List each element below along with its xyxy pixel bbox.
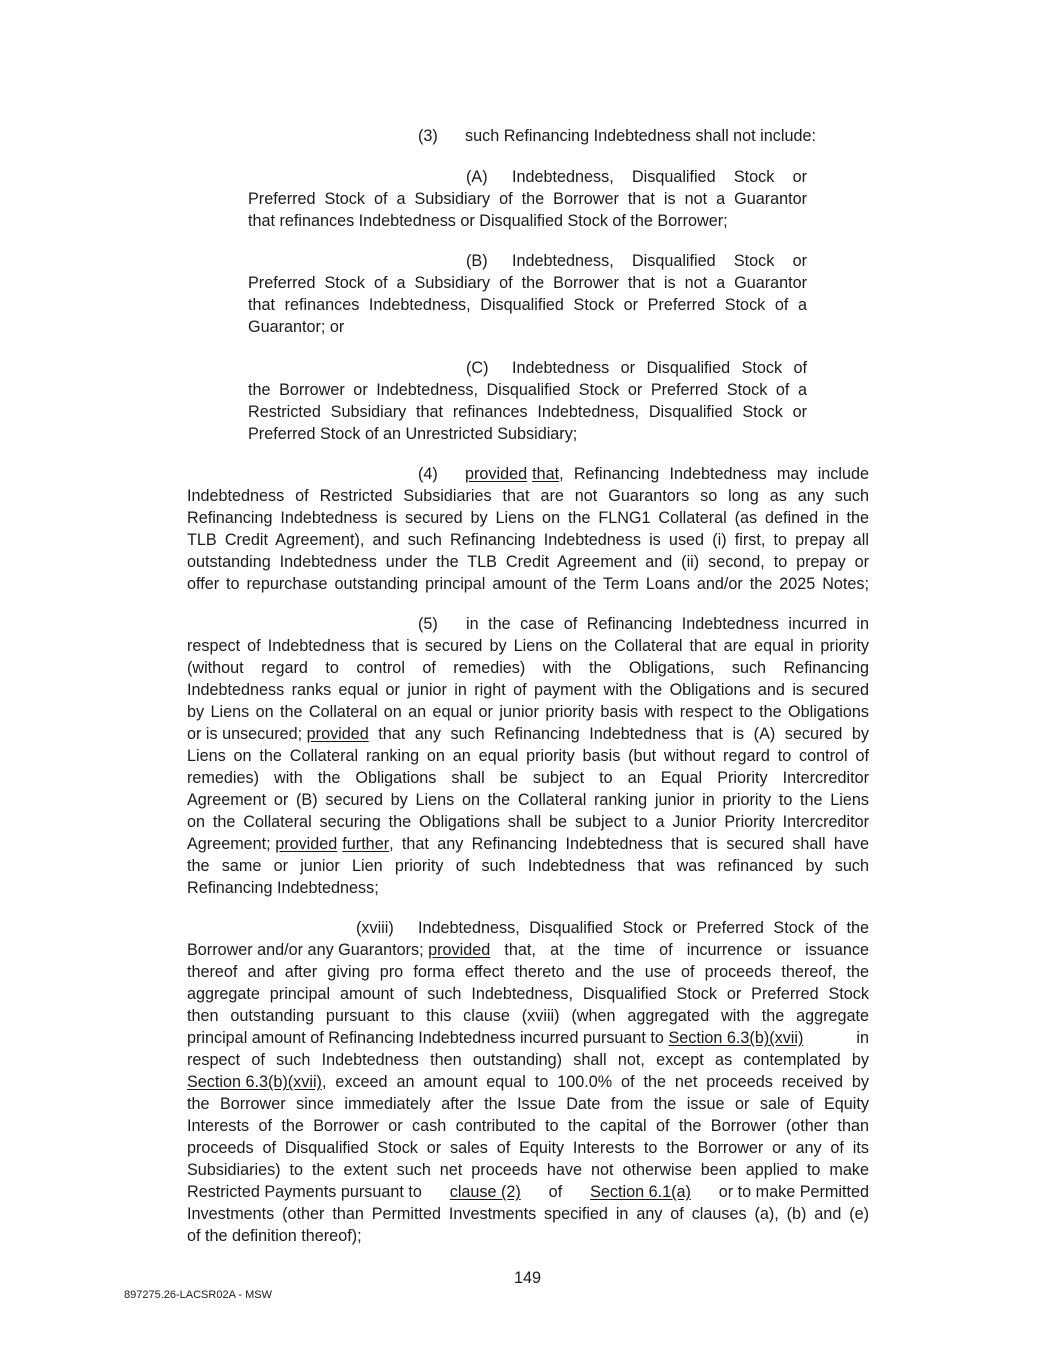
that-term: that xyxy=(532,465,560,483)
clause-3a-line: Indebtedness, Disqualified Stock or xyxy=(512,168,807,186)
clause-3-text: such Refinancing Indebtedness shall not include: xyxy=(465,127,816,145)
clause-xviii-line xyxy=(187,1181,869,1203)
clause-xviii-first-line: Indebtedness, Disqualified Stock or Preferred Stock of the xyxy=(418,919,869,937)
clause-xviii-line xyxy=(187,1071,869,1093)
clause-5-line: by Liens on the Collateral on an equal or junior priority basis with respect to the Obligations xyxy=(187,703,869,721)
clause-xviii-l12-pre: Restricted Payments pursuant to xyxy=(187,1183,427,1201)
further-term: further xyxy=(342,835,390,853)
clause-3b-line: Indebtedness, Disqualified Stock or xyxy=(512,252,807,270)
clause-xviii-line: aggregate principal amount of such Indebtedness, Disqualified Stock or Preferred Stock xyxy=(187,985,869,1003)
clause-4-line: Refinancing Indebtedness is secured by Liens on the FLNG1 Collateral (as defined in the xyxy=(187,509,869,527)
clause-xviii-l1-pre: Borrower and/or any Guarantors; xyxy=(187,941,429,959)
clause-3b-line: Preferred Stock of a Subsidiary of the Borrower that is not a Guarantor xyxy=(248,274,807,292)
clause-5-line xyxy=(187,833,869,855)
clause-xviii-l7-post: , exceed an amount equal to 100.0% of the net proceeds received by xyxy=(321,1073,869,1091)
clause-xviii-line: Subsidiaries) to the extent such net proceeds have not otherwise been applied to make xyxy=(187,1161,869,1179)
clause-3a-line: Preferred Stock of a Subsidiary of the Borrower that is not a Guarantor xyxy=(248,190,807,208)
clause-5-l6-pre: or is unsecured; xyxy=(187,725,307,743)
provided-term: provided xyxy=(306,725,369,743)
clause-5-l11-post: , that any Refinancing Indebtedness that is secured shall have xyxy=(389,835,869,853)
clause-xviii-line: Interests of the Borrower or cash contributed to the capital of the Borrower (other than xyxy=(187,1117,869,1135)
clause-xviii-line: Investments (other than Permitted Investments specified in any of clauses (a), (b) and (e) xyxy=(187,1205,869,1223)
clause-xviii-line xyxy=(187,1027,869,1049)
clause-xviii-line: of the definition thereof); xyxy=(187,1227,362,1245)
footer-document-id: 897275.26-LACSR02A - MSW xyxy=(124,1289,272,1301)
clause-5-line: Refinancing Indebtedness; xyxy=(187,879,379,897)
clause-3c-line: the Borrower or Indebtedness, Disqualified Stock or Preferred Stock of a xyxy=(248,381,807,399)
clause-5-line: (without regard to control of remedies) with the Obligations, such Refinancing xyxy=(187,659,869,677)
clause-3b-line: Guarantor; or xyxy=(248,318,345,336)
section-reference-link[interactable]: Section 6.3(b)(xvii) xyxy=(668,1029,804,1047)
clause-xviii-l12-post: or to make Permitted xyxy=(714,1183,869,1201)
clause-3a-number: (A) xyxy=(466,168,488,186)
clause-3c-line: Preferred Stock of an Unrestricted Subsidiary; xyxy=(248,425,578,443)
clause-xviii-line: then outstanding pursuant to this clause (xviii) (when aggregated with the aggregate xyxy=(187,1007,869,1025)
clause-3c-number: (C) xyxy=(466,359,489,377)
clause-xviii-line: the Borrower since immediately after the Issue Date from the issue or sale of Equity xyxy=(187,1095,869,1113)
provided-term: provided xyxy=(428,941,491,959)
clause-4-first-line xyxy=(465,463,869,485)
clause-5-line: remedies) with the Obligations shall be subject to an Equal Priority Intercreditor xyxy=(187,769,869,787)
clause-3c-line: Indebtedness or Disqualified Stock of xyxy=(512,359,807,377)
clause-xviii-line: proceeds of Disqualified Stock or sales of Equity Interests to the Borrower or any of its xyxy=(187,1139,869,1157)
clause-3b-number: (B) xyxy=(466,252,488,270)
clause-5-number: (5) xyxy=(418,615,438,633)
clause-5-first-line: in the case of Refinancing Indebtedness incurred in xyxy=(466,615,869,633)
clause-3a-line: that refinances Indebtedness or Disqualified Stock of the Borrower; xyxy=(248,212,728,230)
clause-5-line: Agreement or (B) secured by Liens on the Collateral ranking junior in priority to the Liens xyxy=(187,791,869,809)
clause-xviii-line xyxy=(187,939,869,961)
clause-4-first-rest: , Refinancing Indebtedness may include xyxy=(559,465,869,483)
clause-4-line: TLB Credit Agreement), and such Refinancing Indebtedness is used (i) first, to prepay all xyxy=(187,531,869,549)
clause-5-line: respect of Indebtedness that is secured by Liens on the Collateral that are equal in priority xyxy=(187,637,869,655)
clause-5-l6-post: that any such Refinancing Indebtedness that is (A) secured by xyxy=(368,725,869,743)
clause-3b-line: that refinances Indebtedness, Disqualified Stock or Preferred Stock of a xyxy=(248,296,807,314)
clause-5-l11-pre: Agreement; xyxy=(187,835,276,853)
page-number: 149 xyxy=(513,1269,541,1287)
clause-4-line: offer to repurchase outstanding principal amount of the Term Loans and/or the 2025 Notes; xyxy=(187,575,869,593)
section-reference-link[interactable]: Section 6.3(b)(xvii) xyxy=(187,1073,322,1091)
clause-xviii-l12-mid: of xyxy=(544,1183,567,1201)
clause-reference-link[interactable]: clause (2) xyxy=(449,1183,521,1201)
clause-xviii-l5-post: in xyxy=(851,1029,869,1047)
clause-3-number: (3) xyxy=(418,127,438,145)
provided-term: provided xyxy=(465,465,528,483)
clause-4-line: Indebtedness of Restricted Subsidiaries that are not Guarantors so long as any such xyxy=(187,487,869,505)
provided-term: provided xyxy=(275,835,338,853)
section-reference-link[interactable]: Section 6.1(a) xyxy=(590,1183,691,1201)
clause-xviii-line: thereof and after giving pro forma effect thereto and the use of proceeds thereof, the xyxy=(187,963,869,981)
clause-xviii-l1-post: that, at the time of incurrence or issuance xyxy=(490,941,869,959)
clause-5-line: the same or junior Lien priority of such Indebtedness that was refinanced by such xyxy=(187,857,869,875)
clause-3c-line: Restricted Subsidiary that refinances Indebtedness, Disqualified Stock or xyxy=(248,403,807,421)
clause-5-line: Indebtedness ranks equal or junior in right of payment with the Obligations and is secured xyxy=(187,681,869,699)
clause-xviii-number: (xviii) xyxy=(356,919,394,937)
clause-5-line: Liens on the Collateral ranking on an equal priority basis (but without regard to control of xyxy=(187,747,869,765)
clause-xviii-line: respect of such Indebtedness then outstanding) shall not, except as contemplated by xyxy=(187,1051,869,1069)
clause-5-line xyxy=(187,723,869,745)
clause-5-line: on the Collateral securing the Obligations shall be subject to a Junior Priority Intercreditor xyxy=(187,813,869,831)
clause-4-line: outstanding Indebtedness under the TLB Credit Agreement and (ii) second, to prepay or xyxy=(187,553,869,571)
clause-4-number: (4) xyxy=(418,465,438,483)
clause-xviii-l5-pre: principal amount of Refinancing Indebtedness incurred pursuant to xyxy=(187,1029,669,1047)
